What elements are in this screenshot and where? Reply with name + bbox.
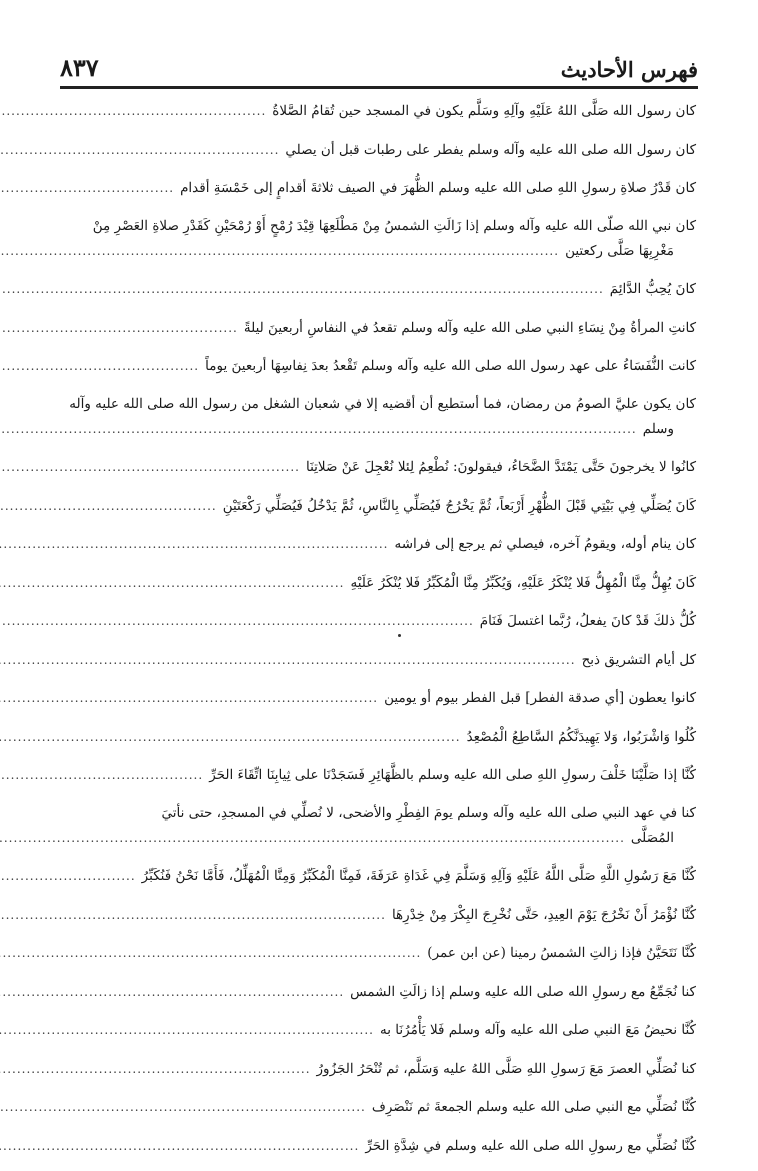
hadith-text: كانتِ المرأةُ مِنْ نِسَاءِ النبي صلى الله عليه وآله وسلم تقعدُ في النفاسِ أربعينَ ليلةً [243,319,696,336]
dot-leader [0,239,559,263]
dot-leader [0,826,625,850]
entry-line [60,175,696,199]
hadith-text-continuation: المُصَلَّى [630,829,674,846]
index-entry [60,1094,696,1118]
index-entry [60,392,696,440]
dot-leader [0,903,386,927]
dot-leader [0,354,199,378]
entry-line [60,531,696,555]
index-entry [60,863,696,887]
dot-leader [0,864,136,888]
index-entry [60,570,696,594]
dot-leader [0,532,388,556]
hadith-text: كُنَّا إذا صَلَّيْنَا خَلْفَ رسولِ اللهِ صلى الله عليه وسلم بالظَّهَائِرِ فَسَجَدْنَا على ثِيابِنَا اتِّقَاءَ الحَرِّ [209,767,696,783]
index-entry [60,608,696,632]
dot-leader [0,138,279,162]
entry-continuation-line [60,416,696,440]
dot-leader [0,686,378,710]
hadith-text: كُلُّ ذلكَ قَدْ كانَ يفعلُ، رُبَّما اغتسلَ فَنَامَ [479,613,696,629]
hadith-text: كَانَ يُهِلُّ مِنَّا الْمُهِلُّ فَلا يُنْكَرُ عَلَيْهِ، وَيُكَبِّرُ مِنَّا الْمُكَبِّرُ فَلا يُنْكَرُ عَلَيْهِ [350,574,696,591]
dot-leader [0,763,203,787]
index-entry [60,276,696,300]
entry-line [60,1017,696,1041]
entry-line [60,724,696,748]
index-entry [60,214,696,262]
entry-line [60,315,696,339]
index-entry [60,940,696,964]
index-entry [60,137,696,161]
dot-leader [0,941,421,965]
entry-line [60,137,696,161]
dot-leader [0,980,344,1004]
index-entry [60,531,696,555]
entry-line [60,647,696,671]
hadith-text: كان نبي الله صلّى الله عليه وآله وسلم إذا زَالَتِ الشمسُ مِنْ مَطْلَعِهَا قِيْدَ رُمْحٍ أَوْ رُمْحَيْنِ كَقَدْرِ صلاةِ العَصْرِ مِنْ [92,217,696,234]
running-title: فهرس الأحاديث [560,57,698,82]
hadith-index-list [60,98,696,1171]
entry-line [60,1133,696,1157]
index-entry [60,1133,696,1157]
entry-line [60,570,696,594]
index-entry [60,762,696,786]
hadith-text: كُنَّا نحيضُ مَعَ النبي صلى الله عليه وآله وسلم فَلا يَأْمُرُنَا به [379,1022,696,1038]
entry-line [60,940,696,964]
entry-line [60,214,696,238]
page-header [60,38,698,82]
entry-line [60,801,696,825]
entry-line [60,902,696,926]
hadith-text: كان يكون عليَّ الصومُ من رمضان، فما أستطيع أن أقضيه إلا في شعبان الشغل من رسول الله صلى الله عليه وآله [69,395,696,412]
stray-dot [398,634,401,637]
index-entry [60,454,696,478]
hadith-text: كان قَدْرُ صلاةِ رسولِ اللهِ صلى الله عليه وسلم الظُّهرَ في الصيف ثلاثةَ أقدامٍ إلى خَمْسَةِ أقدام [180,180,696,196]
hadith-text: كنا نُجَمِّعُ مع رسولِ الله صلى الله عليه وسلم إذا زالَتِ الشمس [350,983,696,1000]
index-entry [60,801,696,849]
dot-leader [0,609,474,633]
hadith-text: كانَ يُحِبُّ الدَّائِمَ [609,281,696,297]
hadith-text: كَانَ يُصَلِّي فِي بَيْتِي قَبْلَ الظُّهْرِ أَرْبَعاً، ثُمَّ يَخْرُجُ فَيُصَلِّي بِالنَّاسِ، ثُمَّ يَدْخُلُ فَيُصَلِّي رَكْعَتَيْنِ [222,497,696,514]
header-rule [60,86,698,89]
dot-leader [0,99,266,123]
hadith-text: كانُوا لا يخرجونَ حَتَّى يَمْتَدَّ الضَّحَاءُ، فيقولونَ: نُطْعِمُ لِئلا نُعْجِلَ عَنْ صَلاتِنَا [305,459,696,475]
dot-leader [0,494,217,518]
dot-leader [0,1095,366,1119]
hadith-text: كانت النُّفَسَاءُ على عهد رسول الله صلى الله عليه وآله وسلم تَقْعدُ بعدَ نِفاسِهَا أربعينَ يوماً [205,358,696,374]
dot-leader [0,648,576,672]
dot-leader [0,571,344,595]
index-entry [60,902,696,926]
hadith-text-continuation: وسلم [642,420,674,437]
entry-line [60,685,696,709]
index-entry [60,493,696,517]
hadith-text: كنا في عهد النبي صلى الله عليه وآله وسلم يومَ الفِطْرِ والأضحى، لا نُصلِّي في المسجدِ، حتى نأتيَ [161,804,696,821]
hadith-text: كُلُوا وَاشْرَبُوا، وَلا يَهِيدَنَّكُمُ السَّاطِعُ الْمُصْعِدُ [466,728,696,745]
dot-leader [0,176,174,200]
dot-leader [0,455,300,479]
index-entry [60,979,696,1003]
index-entry [60,647,696,671]
entry-line [60,392,696,416]
entry-line [60,98,696,122]
dot-leader [0,1134,359,1158]
dot-leader [0,316,238,340]
index-entry [60,353,696,377]
hadith-text: كُنَّا نُصَلِّي مع رسولِ الله صلى الله عليه وسلم في شِدَّةِ الحَرِّ [365,1137,696,1154]
index-entry [60,98,696,122]
page-number: ٨٣٧ [60,53,99,82]
index-entry [60,1056,696,1080]
index-entry [60,1017,696,1041]
entry-line [60,1094,696,1118]
entry-line [60,608,696,632]
dot-leader [0,1018,374,1042]
index-entry [60,315,696,339]
index-entry [60,685,696,709]
hadith-text: كُنَّا نَتَحَيَّنُ فإذا زالتِ الشمسُ رمينا (عن ابن عمر) [427,945,696,961]
entry-continuation-line [60,238,696,262]
hadith-text: كُنَّا نُصَلِّي مع النبي صلى الله عليه وسلم الجمعةَ ثم نَنْصَرِف [371,1099,696,1115]
hadith-text: كانوا يعطون [أي صدقة الفطر] قبل الفطر بيوم أو يومين [384,690,696,706]
hadith-text: كل أيام التشريق ذبح [581,651,696,668]
hadith-text: كُنَّا نُؤْمَرُ أَنْ نَخْرُجَ يَوْمَ العِيدِ، حَتَّى نُخْرِجَ البِكْرَ مِنْ خِدْرِهَا [391,906,696,923]
entry-line [60,762,696,786]
index-entry [60,175,696,199]
entry-continuation-line [60,825,696,849]
dot-leader [0,725,461,749]
entry-line [60,1056,696,1080]
hadith-text: كنا نُصَلِّي العصرَ مَعَ رَسولِ اللهِ صَلَّى اللهُ عليه وَسَلَّم، ثم تُنْحَرُ الجَزُورُ [316,1060,696,1077]
entry-line [60,353,696,377]
entry-line [60,276,696,300]
hadith-text: كُنَّا مَعَ رَسُولِ اللَّهِ صَلَّى اللَّهُ عَلَيْهِ وَآلِهِ وَسَلَّمَ فِي غَدَاةِ عَرَفَةَ، فَمِنَّا الْمُكَبِّرُ وَمِنَّا الْمُهَلِّلُ، فَأَمَّا نَحْنُ فَنُكَبِّرُ [141,868,696,884]
hadith-text-continuation: مَغْرِبِهَا صَلَّى ركعتين [565,242,674,259]
index-entry [60,724,696,748]
dot-leader [0,417,637,441]
entry-line [60,493,696,517]
hadith-text: كان ينام أوله، ويقومُ آخره، فيصلي ثم يرجع إلى فراشه [394,536,696,552]
dot-leader [0,277,604,301]
hadith-text: كان رسول الله صَلَّى اللهُ عَلَيْهِ وآلِهِ وسَلَّم يكون في المسجد حين تُقامُ الصَّلاةُ [272,103,696,119]
entry-line [60,863,696,887]
entry-line [60,979,696,1003]
dot-leader [0,1057,311,1081]
entry-line [60,454,696,478]
hadith-text: كان رسول الله صلى الله عليه وآله وسلم يفطر على رطبات قبل أن يصلي [285,141,696,158]
